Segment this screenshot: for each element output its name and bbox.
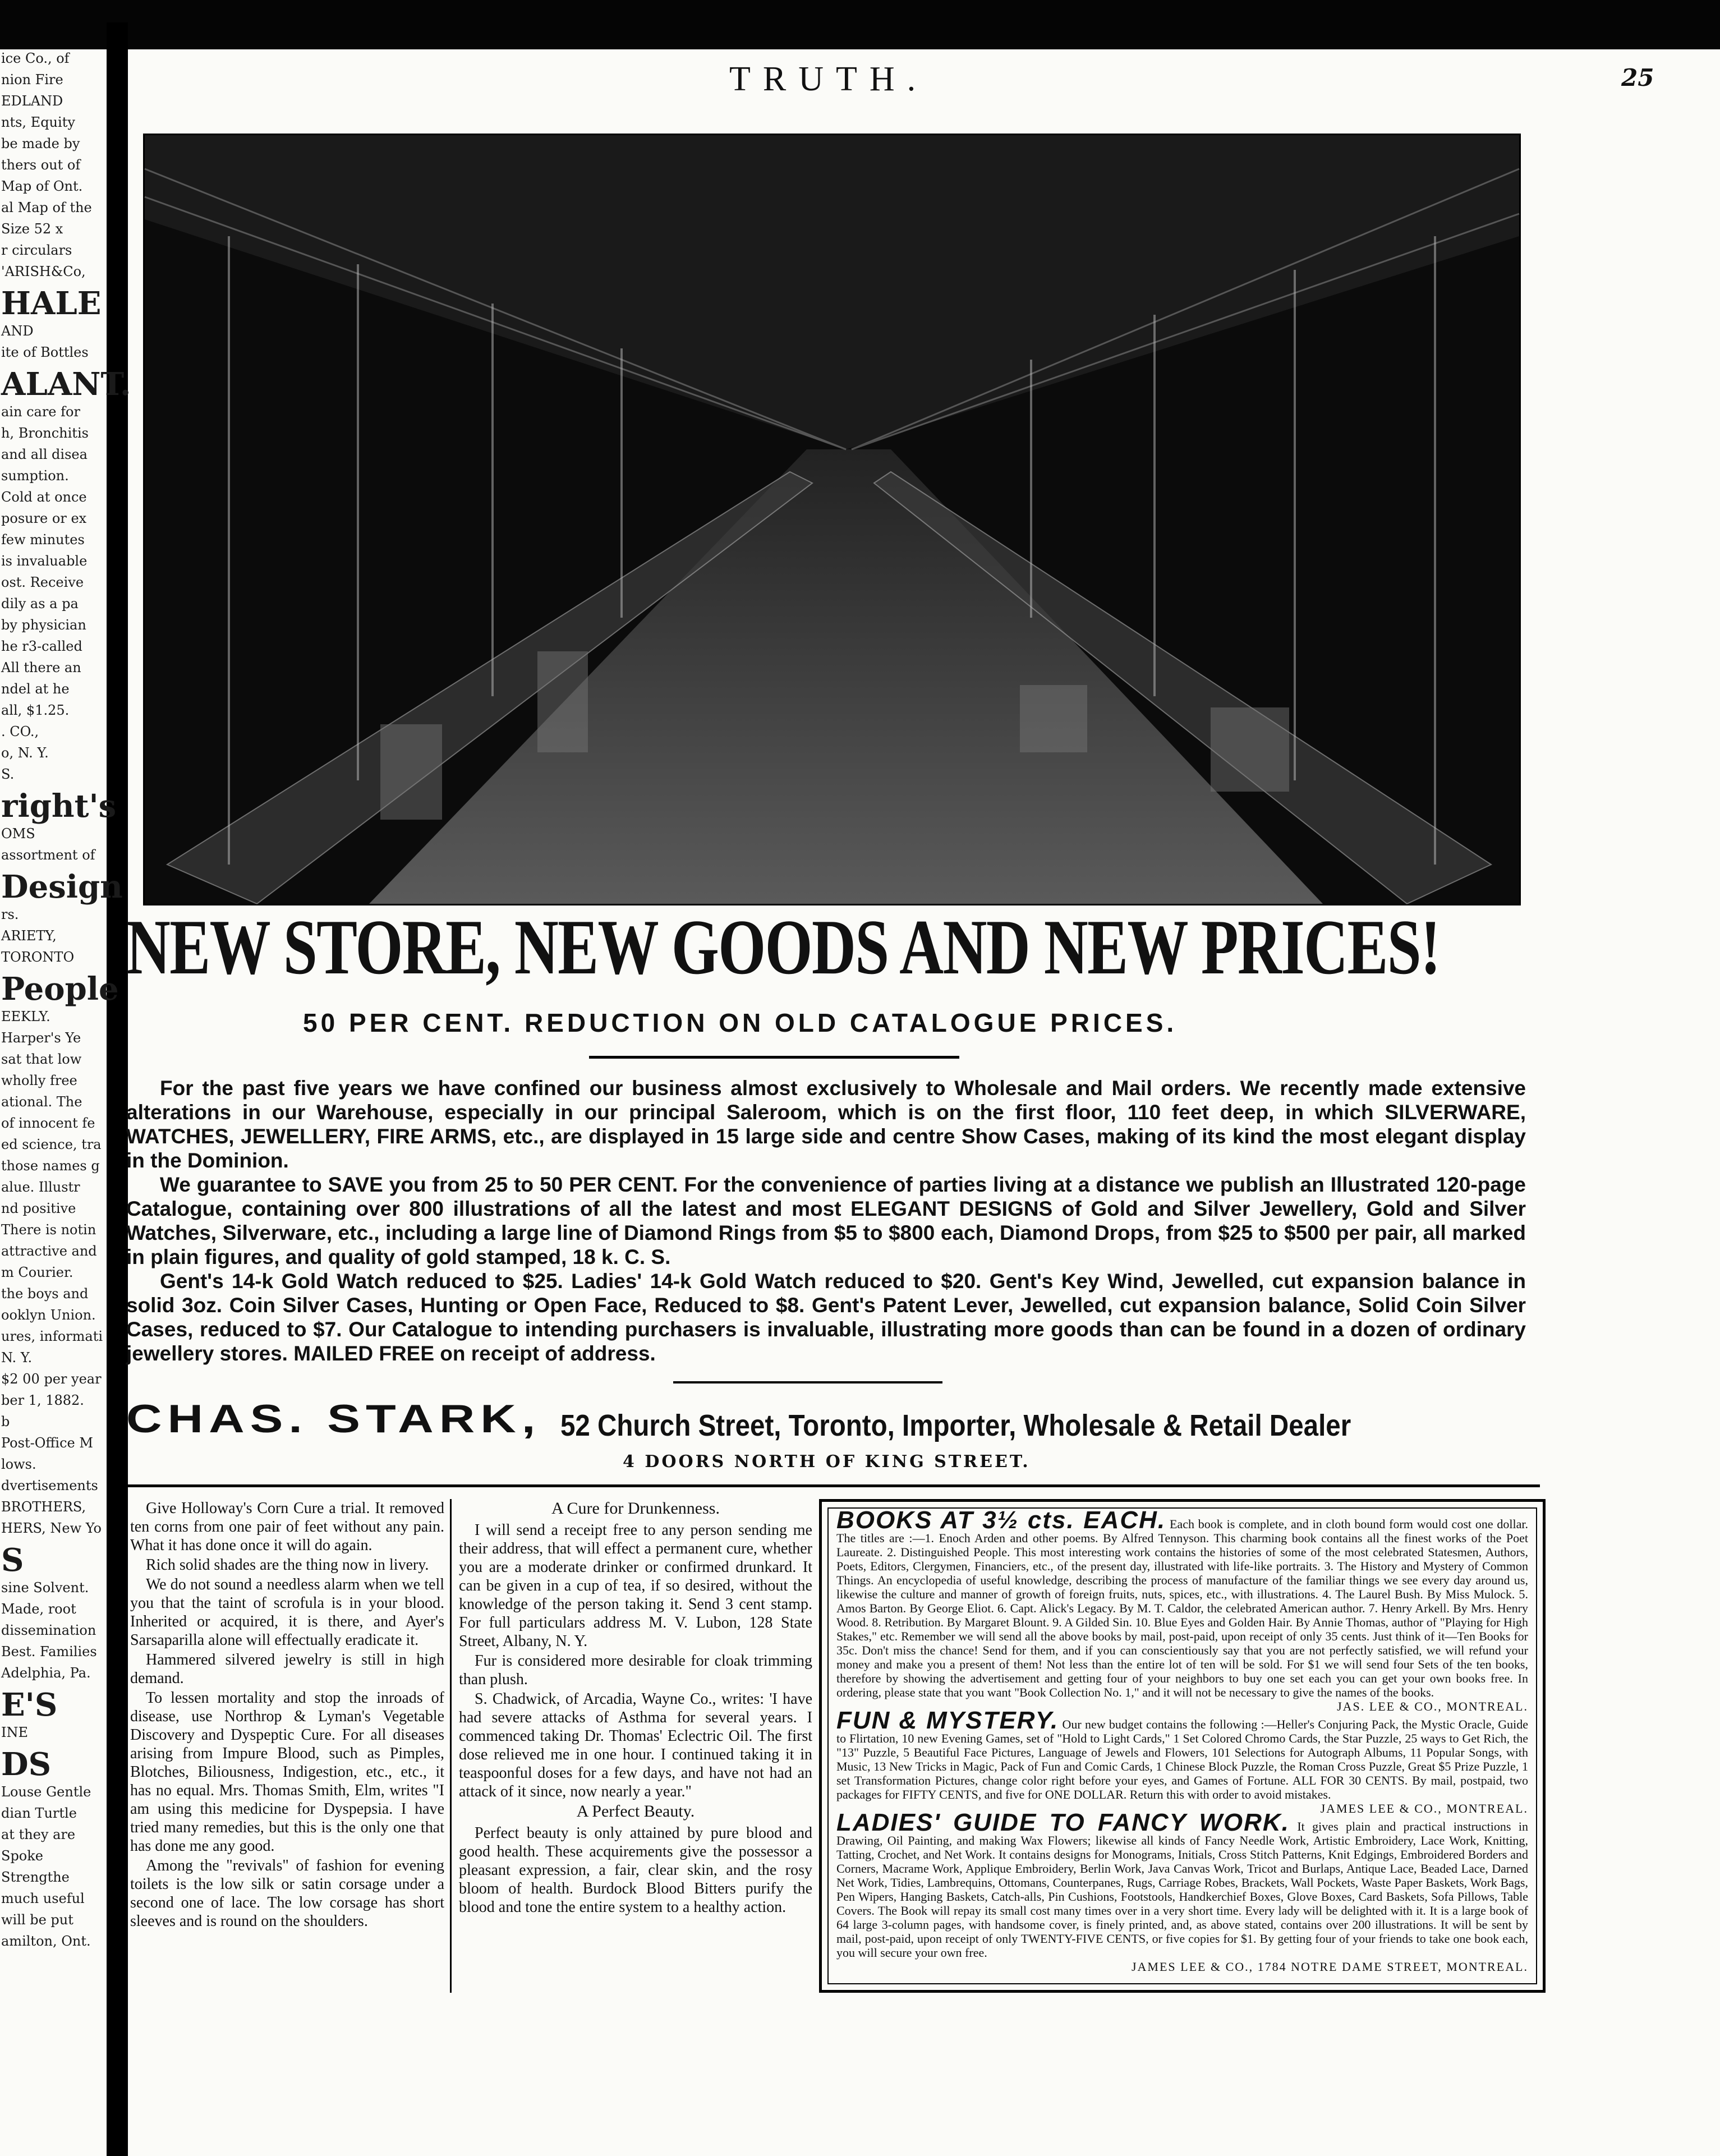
margin-fragment: Harper's Ye [1, 1030, 81, 1046]
col1-item: Rich solid shades are the thing now in livery. [146, 1556, 429, 1574]
margin-fragment: BROTHERS, [1, 1499, 86, 1515]
margin-fragment: dian Turtle [1, 1805, 77, 1821]
margin-fragment: DS [1, 1746, 52, 1783]
margin-fragment: There is notin [1, 1222, 96, 1238]
col2-paragraph: S. Chadwick, of Arcadia, Wayne Co., writes: 'I have had severe attacks of Asthma for several years. I commenced taking Dr. Thomas' Eclectric Oil. The first dose relieved me in one hour. I continued taking it in teaspoonful doses for a few days, and have not had an attack of it since, now nearly a year." [459, 1690, 812, 1800]
margin-fragment: of innocent fe [1, 1115, 95, 1131]
book-advertisement-box [819, 1499, 1546, 1993]
dealer-address: 52 Church Street, Toronto, Importer, Wholesale & Retail Dealer [560, 1409, 1351, 1442]
binding-spine [107, 22, 128, 2156]
margin-fragment: r circulars [1, 242, 72, 258]
margin-fragment: ost. Receive [1, 574, 84, 590]
column-1 [130, 1499, 444, 1932]
body-paragraph-1: For the past five years we have confined our business almost exclusively to Wholesale and Mail orders. We recently made extensive alterations in our Warehouse, especially in our principal Saleroom, which is on the first floor, 110 feet deep, in which SILVERWARE, WATCHES, JEWELLERY, FIRE ARMS, etc., are displayed in 15 large side and centre Show Cases, making of its kind the most elegant display in the Dominion. [126, 1077, 1526, 1172]
margin-fragment: ite of Bottles [1, 344, 89, 360]
col1-item: Hammered silvered jewelry is still in high demand. [130, 1651, 444, 1687]
col2-paragraph: Fur is considered more desirable for cloak trimming than plush. [459, 1652, 812, 1688]
margin-fragment: INE [1, 1725, 28, 1740]
margin-fragment: People [1, 971, 119, 1008]
store-interior-engraving [143, 134, 1521, 905]
margin-fragment: be made by [1, 136, 80, 151]
margin-fragment: 'ARISH&Co, [1, 264, 86, 279]
ad-text: Our new budget contains the following :—Heller's Conjuring Pack, the Mystic Oracle, Guide to Flirtation, 10 new Evening Games, set of "Hold to Light Cards," 1 Set Colored Chromo Cards, the Star Puzzle, 25 ways to Get Rich, the "13" Puzzle, 5 Beautiful Face Pictures, Language of Jewels and Flowers, 101 Selections for Autograph Albums, 11 Popular Songs, with Music, 13 New Tricks in Magic, Pack of Fun and Comic Cards, 1 Chinese Block Puzzle, the Roman Cross Puzzle, Great $5 Prize Puzzle, 1 set Transformation Pictures, change color right before your eyes, and Games of Fortune. ALL FOR 30 CENTS. By mail, postpaid, two packages for FIFTY CENTS, and five for ONE DOLLAR. Return this with order to avoid mistakes. [836, 1717, 1528, 1801]
top-black-border [0, 0, 1720, 49]
margin-fragment: Spoke [1, 1848, 43, 1864]
margin-fragment: at they are [1, 1827, 76, 1842]
margin-fragment: ber 1, 1882. [1, 1392, 84, 1408]
body-paragraph-3: Gent's 14-k Gold Watch reduced to $25. Ladies' 14-k Gold Watch reduced to $20. Gent's Key Wind, Jewelled, cut expansion balance in solid 3oz. Coin Silver Cases, Hunting or Open Face, Reduced to $8. Gent's Patent Lever, Jewelled, cut expansion balance, Solid Coin Silver Cases, reduced to $7. Our Catalogue to intending purchasers is invaluable, illustrating more goods than can be found in a dozen of ordinary jewellery stores. MAILED FREE on receipt of address. [126, 1270, 1526, 1365]
col1-item: Among the "revivals" of fashion for evening toilets is the low silk or satin corsage under a second one of lace. The low corsage has short sleeves and is round on the shoulders. [130, 1857, 444, 1930]
margin-fragment: alue. Illustr [1, 1179, 80, 1195]
margin-fragment: E'S [1, 1686, 58, 1723]
margin-fragment: ALANT. [1, 366, 131, 403]
column-2 [459, 1499, 812, 1918]
margin-fragment: o, N. Y. [1, 745, 49, 761]
margin-fragment: and all disea [1, 447, 88, 462]
margin-fragment: al Map of the [1, 200, 92, 215]
col1-item: To lessen mortality and stop the inroads of disease, use Northrop & Lyman's Vegetable Discovery and Dyspeptic Cure. For all diseases arising from Impure Blood, such as Pimples, Blotches, Biliousness, Indigestion, etc., etc., it has no equal. Mrs. Thomas Smith, Elm, writes "I am using this medicine for Dyspepsia. I have tried many remedies, but this is the only one that has done me any good. [130, 1689, 444, 1855]
adjacent-page-margin [0, 50, 131, 2149]
margin-fragment: right's [1, 788, 117, 825]
subheadline: 50 PER CENT. REDUCTION ON OLD CATALOGUE PRICES. [303, 1008, 1178, 1037]
margin-fragment: Design [1, 868, 123, 905]
margin-fragment: nion Fire [1, 72, 63, 88]
margin-fragment: will be put [1, 1912, 73, 1928]
margin-fragment: S [1, 1542, 24, 1579]
ad-signature: JAS. LEE & CO., MONTREAL. [1337, 1699, 1528, 1713]
dealer-line [126, 1390, 1459, 1447]
ornamental-rule [589, 1056, 959, 1059]
margin-fragment: Cold at once [1, 489, 87, 505]
margin-fragment: dvertisements [1, 1478, 98, 1493]
margin-fragment: S. [1, 766, 15, 782]
margin-fragment: EEKLY. [1, 1009, 50, 1024]
margin-fragment: rs. [1, 907, 19, 922]
body-paragraph-2: We guarantee to SAVE you from 25 to 50 PER CENT. For the convenience of parties living at a distance we publish an Illustrated 120-page Catalogue, containing over 800 illustrations of all the latest and most ELEGANT DESIGNS of Gold and Silver Jewellery, Gold and Silver Watches, Silverware, etc., including a large line of Diamond Rings from $5 to $800 each, Diamond Drops, from $25 to $500 per pair, all marked in plain figures, and quality of gold stamped, 18 k. C. S. [126, 1173, 1526, 1268]
margin-fragment: Size 52 x [1, 221, 63, 237]
margin-fragment: sumption. [1, 468, 69, 484]
margin-fragment: sat that low [1, 1051, 82, 1067]
margin-fragment: AND [1, 323, 34, 339]
col1-item: Give Holloway's Corn Cure a trial. It removed ten corns from one pair of feet without any pain. What it has done once it will do again. [130, 1500, 444, 1554]
col2-paragraph: I will send a receipt free to any person sending me their address, that will effect a permanent cure, whether you are a moderate drinker or confirmed drunkard. It can be given in a cup of tea, if so desired, without the knowledge of the person taking it. Send 3 cent stamp. For full particulars address M. V. Lubon, 128 State Street, Albany, N. Y. [459, 1521, 812, 1650]
margin-fragment: lows. [1, 1456, 36, 1472]
margin-fragment: ed science, tra [1, 1137, 102, 1152]
margin-fragment: Best. Families [1, 1644, 97, 1659]
margin-fragment: . CO., [1, 724, 39, 739]
ad-signature: JAMES LEE & CO., MONTREAL. [1320, 1801, 1528, 1815]
margin-fragment: wholly free [1, 1073, 77, 1088]
ad-signature: JAMES LEE & CO., 1784 NOTRE DAME STREET, MONTREAL. [1131, 1960, 1528, 1974]
margin-fragment: HALE [1, 285, 102, 322]
col2-heading: A Cure for Drunkenness. [551, 1499, 720, 1518]
margin-fragment: ational. The [1, 1094, 82, 1110]
margin-fragment: Map of Ont. [1, 178, 83, 194]
margin-fragment: ain care for [1, 404, 80, 420]
masthead: TRUTH. [729, 60, 928, 98]
col2-paragraph: Perfect beauty is only attained by pure blood and good health. These acquirements give the possessor a pleasant expression, a fair, clear skin, and the rosy bloom of health. Burdock Blood Bitters purify the blood and tone the entire system to a healthy action. [459, 1824, 812, 1916]
margin-fragment: Made, root [1, 1601, 76, 1617]
margin-fragment: b [1, 1414, 10, 1429]
margin-fragment: he r3-called [1, 638, 82, 654]
margin-fragment: m Courier. [1, 1265, 73, 1280]
margin-fragment: thers out of [1, 157, 81, 173]
margin-fragment: Adelphia, Pa. [1, 1665, 91, 1681]
margin-fragment: N. Y. [1, 1350, 33, 1366]
margin-fragment: amilton, Ont. [1, 1933, 91, 1949]
margin-fragment: much useful [1, 1891, 85, 1906]
margin-fragment: the boys and [1, 1286, 89, 1302]
margin-fragment: All there an [1, 660, 81, 675]
margin-fragment: HERS, New Yo [1, 1520, 102, 1536]
margin-fragment: dily as a pa [1, 596, 79, 612]
dealer-name: CHAS. STARK, [126, 1396, 541, 1441]
margin-fragment: attractive and [1, 1243, 97, 1259]
ad-text: Each book is complete, and in cloth bound form would cost one dollar. The titles are :—1. Enoch Arden and other poems. By Alfred Tennyson. This charming book contains all the finest works of the Poet Laureate. 2. Distinguished People. This most interesting work contains the histories of some of the most celebrated Statesmen, Authors, Poets, Editors, Clergymen, Financiers, etc., of the present day, illustrated with life-like portraits. 3. The History and Mystery of Common Things. An encyclopedia of useful knowledge, describing the process of manufacture of the familiar things we see every day around us, likewise the culture and manner of growth of foreign fruits, nuts, spices, etc., with illustrations. 4. The Laurel Bush. By Miss Mulock. 5. Amos Barton. By George Eliot. 6. Capt. Alick's Legacy. By M. T. Caldor, the celebrated American author. 7. Henry Arkell. By Mrs. Henry Wood. 8. Retribution. By Margaret Blount. 9. A Gilded Sin. 10. Blue Eyes and Golden Hair. By Annie Thomas, author of "Playing for High Stakes," etc. Remember we will send all the above books by mail, post-paid, upon receipt of only 35 cents. Just think of it—Ten Books for 35c. Don't miss the chance! Send for them, and if you can conscientiously say that you are not perfectly satisfied, we will refund your money and make you a present of them! Not less than the entire lot of ten will be sold. For $1 we will send four Sets of the ten books, therefore by showing the advertisement and getting four of your neighbors to buy one set each you can get your own books free. In ordering, please state that you want "Book Collection No. 1," and it will not be necessary to give the names of the books. [836, 1517, 1528, 1699]
margin-fragment: h, Bronchitis [1, 425, 89, 441]
margin-fragment: ures, informati [1, 1328, 103, 1344]
margin-fragment: EDLAND [1, 93, 63, 109]
margin-fragment: sine Solvent. [1, 1580, 89, 1596]
col2-heading: A Perfect Beauty. [576, 1802, 695, 1821]
margin-fragment: OMS [1, 826, 35, 842]
page-number: 25 [1621, 64, 1654, 91]
headline: NEW STORE, NEW GOODS AND NEW PRICES! [126, 904, 1440, 991]
margin-fragment: is invaluable [1, 553, 88, 569]
margin-fragment: assortment of [1, 847, 95, 863]
margin-fragment: Strengthe [1, 1869, 70, 1885]
col1-item: We do not sound a needless alarm when we tell you that the taint of scrofula is in your blood. Inherited or acquired, it is there, and Ayer's Sarsaparilla alone will effectually eradicate it. [130, 1576, 444, 1649]
margin-fragment: ndel at he [1, 681, 70, 697]
column-divider [450, 1499, 452, 1993]
margin-fragment: ooklyn Union. [1, 1307, 96, 1323]
margin-fragment: dissemination [1, 1622, 96, 1638]
ad-title: FUN & MYSTERY. [836, 1707, 1059, 1734]
margin-fragment: all, $1.25. [1, 702, 70, 718]
store-advertisement-body [126, 1076, 1526, 1366]
divider-rule [673, 1381, 942, 1383]
margin-fragment: $2 00 per year [1, 1371, 102, 1387]
dealer-location: 4 DOORS NORTH OF KING STREET. [623, 1452, 1031, 1472]
margin-fragment: posure or ex [1, 511, 87, 526]
ad-title: LADIES' GUIDE TO FANCY WORK. [836, 1809, 1290, 1836]
margin-fragment: nts, Equity [1, 114, 75, 130]
margin-fragment: ice Co., of [1, 50, 70, 66]
margin-fragment: few minutes [1, 532, 85, 548]
margin-fragment: Post-Office M [1, 1435, 93, 1451]
section-rule [126, 1484, 1540, 1487]
margin-fragment: TORONTO [1, 949, 75, 965]
ad-text: It gives plain and practical instructions in Drawing, Oil Painting, and making Wax Flowers; likewise all kinds of Fancy Needle Work, Artistic Embroidery, Lace Work, Knitting, Tatting, Crochet, and Net Work. It contains designs for Monograms, Initials, Cross Stitch Patterns, Knit Edgings, Embroidered Borders and Corners, Macrame Work, Applique Embroidery, Berlin Work, Java Canvas Work, Tricot and Burlaps, Antique Lace, Beaded Lace, Darned Net Work, Tidies, Lambrequins, Ottomans, Counterpanes, Rugs, Carriage Robes, Brackets, Wall Pockets, Waste Paper Baskets, Work Bags, Pen Wipers, Hanging Baskets, Catch-alls, Pin Cushions, Footstools, Handkerchief Boxes, Glove Boxes, Card Baskets, Sofa Pillows, Table Covers. The Book will repay its small cost many times over in a very short time. Every lady will be delighted with it. It is a large book of 64 large 3-column pages, with handsome cover, is finely printed, and, as above stated, contains over 200 illustrations. It will be sent by mail, post-paid, upon receipt of only TWENTY-FIVE CENTS, or five copies for $1. By getting four of your friends to take one book each, you will secure your own free. [836, 1819, 1528, 1960]
margin-fragment: ARIETY, [1, 928, 57, 944]
ad-title: BOOKS AT 3½ cts. EACH. [836, 1506, 1166, 1534]
margin-fragment: by physician [1, 617, 86, 633]
margin-fragment: Louse Gentle [1, 1784, 91, 1800]
margin-fragment: nd positive [1, 1201, 76, 1216]
margin-fragment: those names g [1, 1158, 100, 1174]
